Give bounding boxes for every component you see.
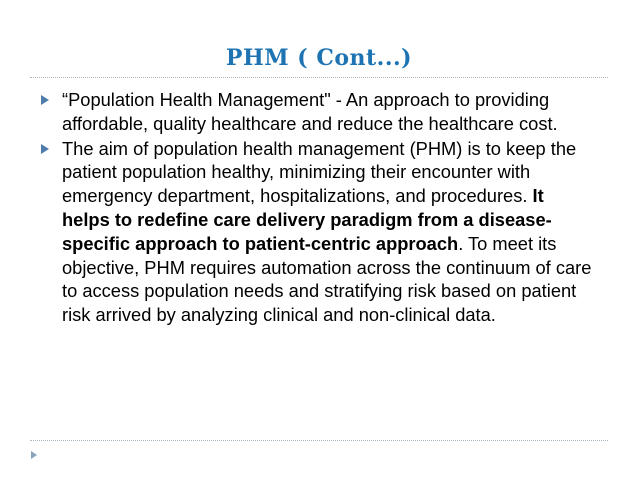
bullet-text: “Population Health Management" - An approach to providing affordable, quality healthcare and reduce the healthcare cost. bbox=[62, 89, 558, 134]
footer-divider bbox=[30, 440, 608, 441]
bullet-triangle-icon bbox=[41, 144, 49, 154]
bullet-text-bold: It helps to redefine care delivery paradigm from a disease-specific approach to patient-centric approach bbox=[62, 185, 552, 254]
bullet-text-before: The aim of population health management (PHM) is to keep the patient population healthy, minimizing their encounter with emergency department, hospitalizations, and procedures. bbox=[62, 137, 577, 207]
footer-triangle-icon bbox=[31, 451, 37, 459]
title-divider bbox=[30, 77, 608, 78]
bullet-list bbox=[0, 88, 638, 328]
slide-title: PHM ( Cont...) bbox=[225, 45, 413, 71]
bullet-item bbox=[0, 88, 638, 136]
bullet-text-after: . To meet its objective, PHM requires automation across the continuum of care to access population needs and stratifying risk based on patient risk arrived by analyzing clinical and non-clinical data. bbox=[62, 232, 592, 326]
bullet-triangle-icon bbox=[41, 95, 49, 105]
bullet-item bbox=[0, 137, 638, 327]
